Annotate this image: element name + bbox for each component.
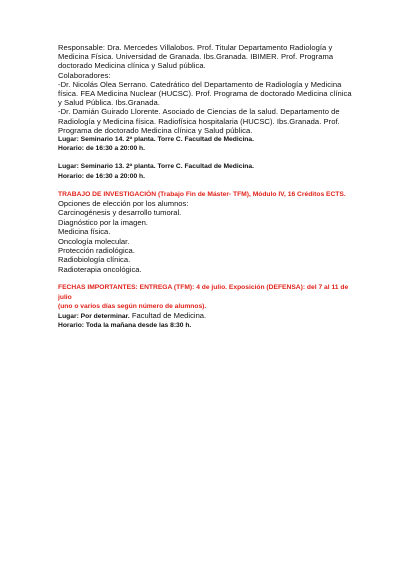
- lugar-tfm: [58, 311, 358, 321]
- lugar-seminario-13: Lugar: Seminario 13. 2ª planta. Torre C. Facultad de Medicina.: [58, 163, 254, 171]
- spacer: [58, 181, 358, 190]
- colaborador-line: -Dr. Nicolás Olea Serrano. Catedrático del Departamento de Radiología y Medicina: [58, 79, 342, 89]
- lugar-seminario-14: Lugar: Seminario 14. 2ª planta. Torre C. Facultad de Medicina.: [58, 136, 254, 144]
- fechas-importantes: (uno o varios días según número de alumnos).: [58, 302, 207, 310]
- opcion-item: Diagnóstico por la imagen.: [58, 217, 148, 227]
- horario-tfm: Horario: Toda la mañana desde las 8:30 h.: [58, 322, 192, 330]
- spacer: [58, 274, 358, 283]
- colaborador-line: Radiología y Medicina física. Radiofísica hospitalaria (HUCSC). Ibs.Granada. Prof.: [58, 116, 340, 126]
- spacer: [58, 153, 358, 162]
- responsable-line: Medicina Física. Universidad de Granada. Ibs.Granada. IBIMER. Prof. Programa: [58, 52, 334, 62]
- colaborador-line: y Salud Pública. Ibs.Granada.: [58, 98, 160, 108]
- lugar-tfm-label: Lugar: Por determinar.: [58, 312, 130, 320]
- colaborador-line: física. FEA Medicina Nuclear (HUCSC). Prof. Programa de doctorado Medicina clínica: [58, 89, 352, 99]
- opcion-item: Carcinogénesis y desarrollo tumoral.: [58, 208, 182, 218]
- horario-seminario-13: Horario: de 16:30 a 20:00 h.: [58, 172, 145, 180]
- tfm-heading: TRABAJO DE INVESTIGACIÓN (Trabajo Fin de Máster- TFM), Módulo IV, 16 Créditos ECTS.: [58, 190, 346, 198]
- colaborador-line: -Dr. Damián Guirado Llorente. Asociado de Ciencias de la salud. Departamento de: [58, 107, 340, 117]
- responsable-line: Responsable: Dra. Mercedes Villalobos. Prof. Titular Departamento Radiología y: [58, 43, 333, 52]
- lugar-tfm-place: Facultad de Medicina.: [129, 310, 207, 320]
- colaborador-line: Programa de doctorado Medicina clínica y Salud pública.: [58, 125, 253, 135]
- opcion-item: Protección radiológica.: [58, 246, 135, 256]
- opcion-item: Oncología molecular.: [58, 236, 130, 246]
- opcion-item: Medicina física.: [58, 227, 111, 237]
- fechas-importantes: FECHAS IMPORTANTES: ENTREGA (TFM): 4 de julio. Exposición (DEFENSA): del 7 al 11 de julio: [58, 284, 349, 301]
- opciones-label: Opciones de elección por los alumnos:: [58, 199, 189, 209]
- opcion-item: Radioterapia oncológica.: [58, 264, 142, 274]
- responsable-line: doctorado Medicina clínica y Salud pública.: [58, 61, 206, 71]
- horario-seminario-14: Horario: de 16:30 a 20:00 h.: [58, 145, 145, 153]
- colaboradores-label: Colaboradores:: [58, 70, 111, 80]
- opcion-item: Radiobiología clínica.: [58, 255, 131, 265]
- document-page: [58, 43, 358, 330]
